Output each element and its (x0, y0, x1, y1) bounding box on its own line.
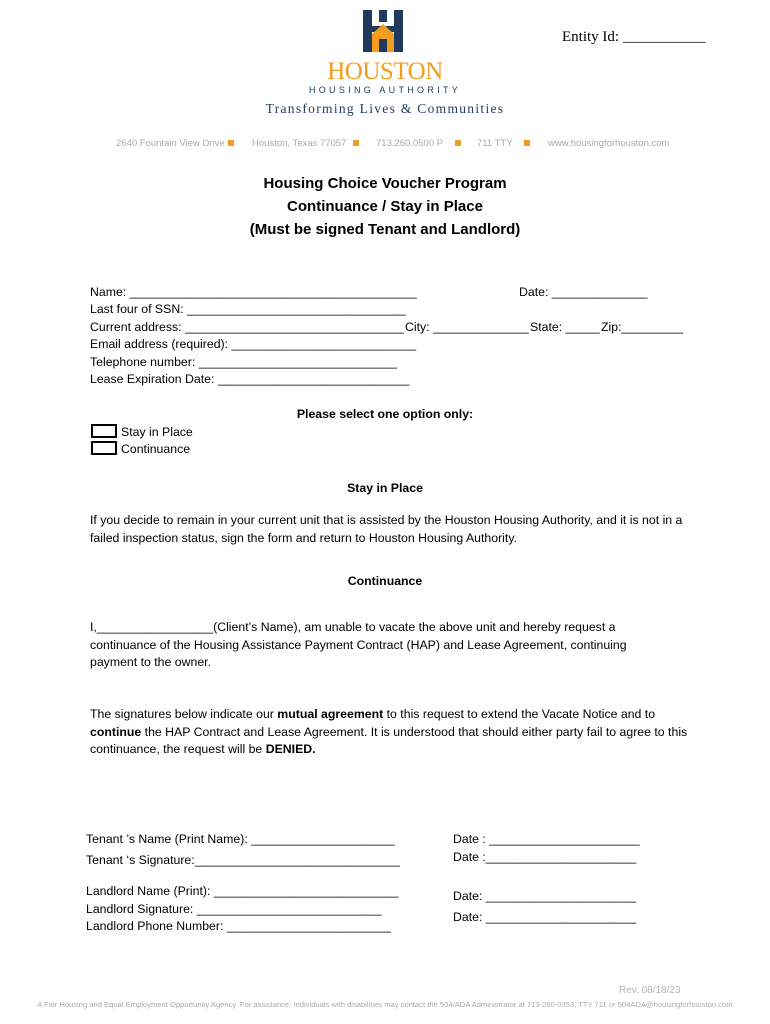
landlord-name-field[interactable]: Landlord Name (Print): ___________________________ (86, 884, 399, 898)
landlord-date-field[interactable]: Date: ______________________ (453, 889, 637, 903)
bullet-icon (455, 140, 461, 146)
form-subtitle: Continuance / Stay in Place (287, 198, 483, 215)
bullet-icon (524, 140, 530, 146)
telephone-field[interactable]: Telephone number: _____________________________ (90, 355, 398, 369)
contact-phone: 713.260.0500 P (376, 138, 444, 149)
tenant-signature-field[interactable]: Tenant ‘s Signature:______________________________ (86, 853, 400, 867)
email-field[interactable]: Email address (required): ___________________________ (90, 337, 417, 351)
contact-address: 2640 Fountain View Drive (116, 138, 225, 149)
landlord-signature-field[interactable]: Landlord Signature: ___________________________ (86, 902, 382, 916)
address-field[interactable]: Current address: ________________________________ (90, 320, 404, 334)
form-title: Housing Choice Voucher Program (263, 175, 507, 192)
stay-heading: Stay in Place (347, 481, 423, 495)
agreement-paragraph: The signatures below indicate our mutual agreement to this request to extend the Vacate Notice and to continue the HAP Contract and Lease Agreement. It is understood that should either party fail to agree to this continuance, the request will be DENIED. (90, 707, 688, 756)
option-prompt: Please select one option only: (296, 407, 474, 421)
continuance-checkbox[interactable] (91, 441, 117, 455)
tenant-signature-date-field[interactable]: Date :______________________ (453, 850, 637, 864)
tagline: Transforming Lives & Communities (265, 101, 505, 116)
city-field[interactable]: City: ______________ (405, 320, 529, 334)
stay-in-place-checkbox[interactable] (91, 424, 117, 438)
stay-body: If you decide to remain in your current unit that is assisted by the Houston Housing Authority, and it is not in a failed inspection status, sign the form and return to Houston Housing Authority. (90, 513, 683, 545)
logo-name: HOUSTON (327, 58, 443, 85)
bullet-icon (353, 140, 359, 146)
continuance-label: Continuance (121, 442, 191, 456)
contact-city: Houston, Texas 77057 (252, 138, 347, 149)
footer-notice: A Fair Housing and Equal Employment Opportunity Agency. For assistance: Individuals with disabilities may contact the 504/ADA Administrator at 713-260-0353, TTY 711 or 504ADA@housingforhouston.com (37, 1000, 733, 1009)
logo-subtitle: HOUSING AUTHORITY (308, 85, 462, 95)
landlord-signature-date-field[interactable]: Date: ______________________ (453, 910, 637, 924)
landlord-phone-field[interactable]: Landlord Phone Number: ________________________ (86, 919, 391, 933)
zip-field[interactable]: Zip:_________ (601, 320, 684, 334)
continuance-body: I,_________________(Client’s Name), am unable to vacate the above unit and hereby request a continuance of the Housing Assistance Payment Contract (HAP) and Lease Agreement, continuing payment to the owner. (90, 620, 627, 669)
date-field[interactable]: Date: ______________ (519, 285, 648, 299)
form-note: (Must be signed Tenant and Landlord) (249, 221, 521, 238)
revision-date: Rev. 08/18/23 (619, 985, 681, 996)
name-field[interactable]: Name: __________________________________________ (90, 285, 417, 299)
continuance-heading: Continuance (347, 574, 423, 588)
state-field[interactable]: State: _____ (530, 320, 600, 334)
tenant-date-field[interactable]: Date : ______________________ (453, 832, 640, 846)
hha-logo-icon (361, 8, 405, 54)
entity-id: Entity Id: ___________ (562, 29, 706, 45)
tenant-name-field[interactable]: Tenant ’s Name (Print Name): _____________________ (86, 832, 395, 846)
contact-website: www.housingforhouston.com (548, 138, 670, 149)
contact-tty: 711 TTY (477, 138, 513, 149)
ssn-field[interactable]: Last four of SSN: ________________________________ (90, 302, 406, 316)
bullet-icon (228, 140, 234, 146)
lease-expiration-field[interactable]: Lease Expiration Date: ____________________________ (90, 372, 410, 386)
stay-in-place-label: Stay in Place (121, 425, 193, 439)
